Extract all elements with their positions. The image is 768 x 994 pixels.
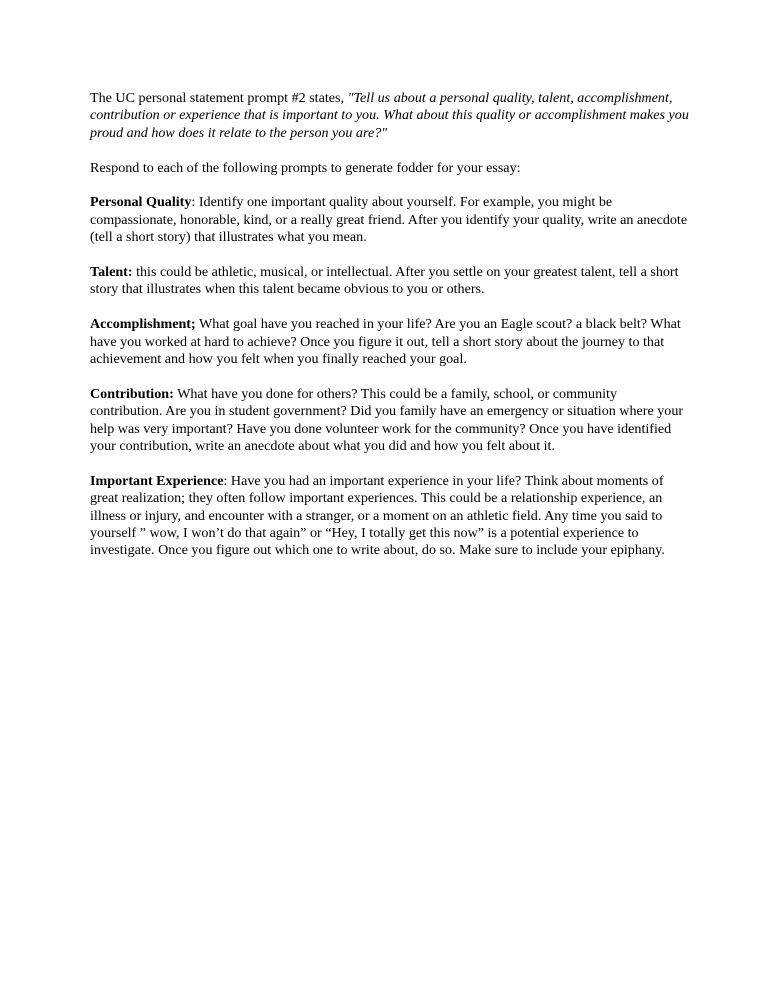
section-heading: Important Experience <box>90 472 224 489</box>
section-personal-quality <box>90 194 690 246</box>
section-heading: Accomplishment; <box>90 316 196 333</box>
prompt-quote: "Tell us about a personal quality, talent, accomplishment, contribution or experience that is important to you. What about this quality or accomplishment makes you proud and how does it relate to the person you are?" <box>90 90 689 141</box>
section-body: What have you done for others? This could be a family, school, or community contribution. Are you in student government? Did you family have an emergency or situation where your help was very important? Have you done volunteer work for the community? Once you have identified your contribution, write an anecdote about what you did and how you felt about it. <box>90 385 684 455</box>
section-accomplishment <box>90 316 690 368</box>
section-body: this could be athletic, musical, or intellectual. After you settle on your greatest talent, tell a short story that illustrates when this talent became obvious to you or others. <box>90 264 679 298</box>
instruction-paragraph: Respond to each of the following prompts to generate fodder for your essay: <box>90 159 521 176</box>
intro-text: The UC personal statement prompt #2 states, <box>90 90 348 106</box>
section-body: What goal have you reached in your life? Are you an Eagle scout? a black belt? What have you worked at hard to achieve? Once you figure it out, tell a short story about the journey to that achievement and how you felt when you finally reached your goal. <box>90 316 681 368</box>
section-heading: Personal Quality <box>90 194 192 211</box>
intro-paragraph <box>90 90 690 142</box>
section-body: : Identify one important quality about yourself. For example, you might be compassionate, honorable, kind, or a really great friend. After you identify your quality, write an anecdote (tell a short story) that illustrates what you mean. <box>90 194 688 246</box>
section-heading: Contribution: <box>90 385 174 402</box>
section-contribution <box>90 386 690 456</box>
section-talent <box>90 264 690 299</box>
section-body: : Have you had an important experience in your life? Think about moments of great realization; they often follow important experiences. This could be a relationship experience, an illness or injury, and encounter with a stranger, or a moment on an athletic field. Any time you said to yourself ” wow, I won’t do that again” or “Hey, I totally get this now” is a potential experience to investigate. Once you figure out which one to write about, do so. Make sure to include your epiphany. <box>90 472 665 559</box>
section-important-experience <box>90 473 690 560</box>
section-heading: Talent: <box>90 264 133 281</box>
document-body <box>90 90 690 577</box>
